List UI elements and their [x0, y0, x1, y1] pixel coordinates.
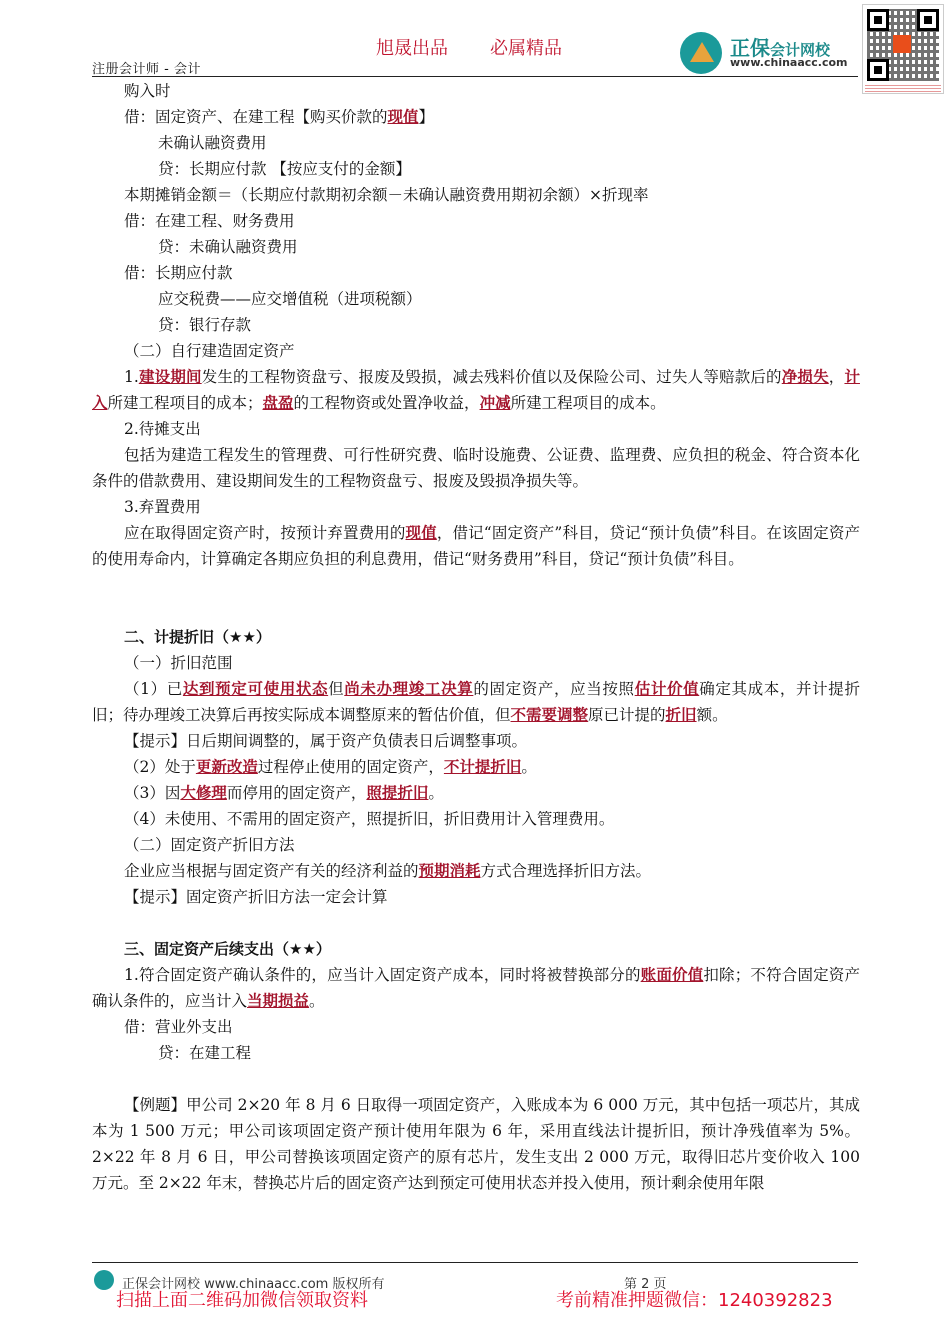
keyword: 达到预定可使用状态: [182, 679, 329, 698]
chinaacc-logo[interactable]: [680, 30, 860, 74]
tagline-right: 必属精品: [490, 38, 562, 59]
footer-notice-left: 扫描上面二维码加微信领取资料: [116, 1290, 368, 1311]
text-line: 2.待摊支出: [124, 420, 201, 438]
section-subheading: （二）自行建造固定资产: [124, 342, 295, 360]
footer-copyright: 正保会计网校 www.chinaacc.com 版权所有: [122, 1277, 385, 1292]
header-tagline: [376, 34, 604, 60]
page-number: 第 2 页: [624, 1277, 667, 1292]
example-paragraph: 【例题】甲公司 2×20 年 8 月 6 日取得一项固定资产，入账成本为 6 000 万元，其中包括一项芯片，其成本为 1 500 万元；甲公司该项固定资产预计使用年限为 6 年，采用直线法计提折旧，预计净残值率为 5%。2×22 年 8 月 6 日，甲公司替换该项固定资产的原有芯片，发生支出 2 000 万元，取得旧芯片变价收入 100 万元。至 2×22 年末，替换芯片后的固定资产达到预定可使用状态并投入使用，预计剩余使用年限: [92, 1096, 860, 1192]
keyword: 更新改造: [195, 757, 258, 776]
keyword: 照提折旧: [366, 783, 429, 802]
footer-logo-icon: [94, 1270, 114, 1290]
text-line: 借：固定资产、在建工程【购买价款的现值】: [124, 107, 435, 126]
text-line: （2）处于更新改造过程停止使用的固定资产，不计提折旧。: [124, 757, 537, 776]
footer-notice-right: 考前精准押题微信：1240392823: [556, 1290, 833, 1311]
text-line: 贷：未确认融资费用: [158, 238, 298, 256]
paragraph: 1.建设期间发生的工程物资盘亏、报废及毁损，减去残料价值以及保险公司、过失人等赔款后的净损失，计入所建工程项目的成本；盘盈的工程物资或处置净收益，冲减所建工程项目的成本。: [92, 367, 860, 412]
keyword: 当期损益: [247, 991, 310, 1010]
section-heading: 二、计提折旧（★★）: [124, 628, 271, 646]
section-subheading: （二）固定资产折旧方法: [124, 836, 295, 854]
keyword: 现值: [405, 523, 437, 542]
keyword: 建设期间: [138, 367, 202, 386]
text-line: 借：营业外支出: [124, 1018, 233, 1036]
keyword: 尚未办理竣工决算: [344, 679, 474, 698]
keyword: 折旧: [665, 705, 697, 724]
tip-line: 【提示】日后期间调整的，属于资产负债表日后调整事项。: [124, 732, 528, 750]
keyword: 估计价值: [634, 679, 700, 698]
paragraph: 包括为建造工程发生的管理费、可行性研究费、临时设施费、公证费、监理费、应负担的税金、符合资本化条件的借款费用、建设期间发生的工程物资盘亏、报废及毁损净损失等。: [92, 446, 860, 490]
qr-code: [862, 4, 944, 94]
text-line: 购入时: [124, 82, 171, 100]
paragraph: 应在取得固定资产时，按预计弃置费用的现值，借记“固定资产”科目，贷记“预计负债”科目。在该固定资产的使用寿命内，计算确定各期应负担的利息费用，借记“财务费用”科目，贷记“预计负债”科目。: [92, 523, 860, 568]
section-subheading: （一）折旧范围: [124, 654, 233, 672]
tip-line: 【提示】固定资产折旧方法一定会计算: [124, 888, 388, 906]
text-line: 贷：在建工程: [158, 1044, 252, 1062]
text-line: 本期摊销金额＝（长期应付款期初余额－未确认融资费用期初余额）×折现率: [124, 186, 649, 204]
text-line: 3.弃置费用: [124, 498, 201, 516]
course-title: 注册会计师 - 会计: [92, 62, 201, 77]
keyword: 计入: [92, 367, 860, 412]
keyword: 净损失: [781, 367, 829, 386]
text-line: 贷：长期应付款 【按应支付的金额】: [158, 160, 411, 178]
keyword: 预期消耗: [418, 861, 481, 880]
paragraph: 1.符合固定资产确认条件的，应当计入固定资产成本，同时将被替换部分的账面价值扣除；不符合固定资产确认条件的，应当计入当期损益。: [92, 965, 860, 1010]
text-line: 贷：银行存款: [158, 316, 252, 334]
footer-divider: [92, 1262, 858, 1263]
text-line: 企业应当根据与固定资产有关的经济利益的预期消耗方式合理选择折旧方法。: [124, 861, 652, 880]
keyword: 现值: [387, 107, 419, 126]
qr-center-logo-icon: [893, 35, 911, 53]
logo-url: www.chinaacc.com: [730, 56, 848, 69]
text-line: 借：在建工程、财务费用: [124, 212, 295, 230]
text-line: （4）未使用、不需用的固定资产，照提折旧，折旧费用计入管理费用。: [124, 810, 615, 828]
section-heading: 三、固定资产后续支出（★★）: [124, 940, 331, 958]
document-body: [92, 78, 860, 1196]
keyword: 账面价值: [640, 965, 704, 984]
keyword: 不需要调整: [510, 705, 589, 724]
paragraph: （1）已达到预定可使用状态但尚未办理竣工决算的固定资产，应当按照估计价值确定其成本，并计提折旧；待办理竣工决算后再按实际成本调整原来的暂估价值，但不需要调整原已计提的折旧额。: [92, 679, 860, 724]
logo-icon: [680, 32, 722, 74]
tagline-left: 旭晟出品: [376, 38, 448, 59]
keyword: 冲减: [479, 393, 511, 412]
text-line: 应交税费——应交增值税（进项税额）: [158, 290, 422, 308]
keyword: 大修理: [180, 783, 227, 802]
keyword: 不计提折旧: [443, 757, 522, 776]
text-line: 未确认融资费用: [158, 134, 267, 152]
text-line: 借：长期应付款: [124, 264, 233, 282]
text-line: （3）因大修理而停用的固定资产，照提折旧。: [124, 783, 444, 802]
logo-brand: 正保会计网校: [730, 36, 831, 60]
header-divider: [92, 76, 858, 77]
keyword: 盘盈: [262, 393, 294, 412]
